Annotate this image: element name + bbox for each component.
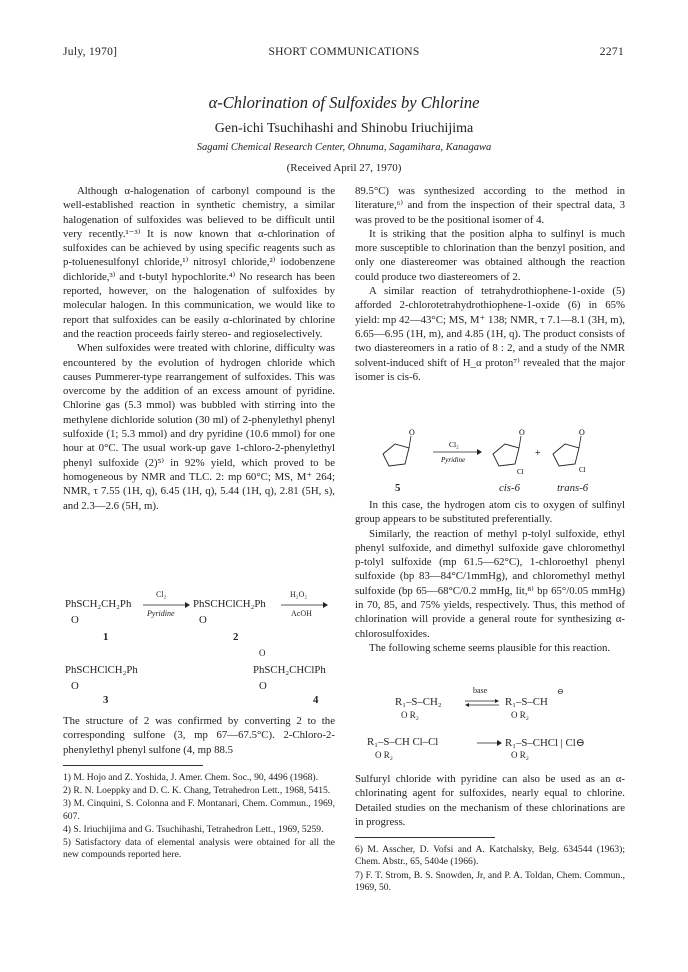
compound-1-formula: PhSCH₂CH₂Ph <box>65 598 132 610</box>
mechanism-scheme <box>365 686 625 768</box>
right-paragraph-6: The following scheme seems plausible for this reaction. <box>369 641 611 654</box>
right-paragraph-7: Sulfuryl chloride with pyridine can also be used as an α-chlorinating agent for sulfoxides, nearly equal to chlorine. Detailed studies on the mechanism of these chlorinations are in progress. <box>355 773 625 828</box>
reagent-pyridine-2: Pyridine <box>441 456 466 464</box>
compound-1-number: 1 <box>103 631 109 643</box>
page-number: 2271 <box>599 46 624 58</box>
reaction-arrow-2 <box>281 600 329 610</box>
carbanion-mark: ⊖ <box>557 687 564 696</box>
chlorine-cis6: Cl <box>517 468 524 476</box>
running-header-left: July, 1970] <box>63 46 118 58</box>
right-paragraph-3: A similar reaction of tetrahydrothiophene-1-oxide (5) afforded 2-chlorotetrahydrothiophene-1-oxide (6) in 65% yield: mp 42—43°C; MS, M⁺ 138; NMR, τ 7.1—8.1 (3H, m), 6.65—6.95 (1H, m), and 4.85 (1H, q). The product consists of two diastereomers in a ratio of 8 : 2, and a study of the NMR solvent-induced shift of H_α proton⁷⁾ revealed that the major isomer is cis-6. <box>355 285 625 383</box>
oxygen-cis6: O <box>519 428 525 437</box>
mech-line1-left-sub: O R₂ <box>401 710 419 720</box>
plus-sign: + <box>535 448 541 459</box>
reaction-scheme-1 <box>63 590 335 708</box>
mech-line2-right-sub: O R₂ <box>511 750 529 760</box>
mech-line1-right-sub: O R₂ <box>511 710 529 720</box>
left-column-continued <box>63 714 335 862</box>
article-title: α-Chlorination of Sulfoxides by Chlorine <box>208 93 480 112</box>
footnote-5: 5) Satisfactory data of elemental analysis were obtained for all the new compounds reported here. <box>63 836 335 861</box>
footnote-4: 4) S. Iriuchijima and G. Tsuchihashi, Tetrahedron Lett., 1969, 5259. <box>63 823 324 835</box>
reagent-h2o2: H₂O₂ <box>290 590 308 599</box>
reagent-pyridine: Pyridine <box>147 609 175 618</box>
compound-2-formula: PhSCHClCH₂Ph <box>193 598 266 610</box>
label-cis-6: cis-6 <box>499 482 520 494</box>
right-paragraph-4: In this case, the hydrogen atom cis to oxygen of sulfinyl group appears to be substituted preferentially. <box>355 499 625 526</box>
footnote-divider-right <box>355 837 495 838</box>
footnote-2: 2) R. N. Loeppky and D. C. K. Chang, Tetrahedron Lett., 1968, 5415. <box>63 785 331 797</box>
mech-base-label: base <box>473 686 488 695</box>
received-date: (Received April 27, 1970) <box>286 162 402 174</box>
left-paragraph-3: The structure of 2 was confirmed by converting 2 to the corresponding sulfone (3, mp 67—67.5°C). 2-Chloro-2-phenylethyl phenyl sulfone (4, mp 88.5 <box>63 715 335 756</box>
reagent-cl2: Cl₂ <box>156 590 167 599</box>
running-header-center: SHORT COMMUNICATIONS <box>268 46 420 58</box>
reaction-scheme-2 <box>365 426 615 482</box>
right-paragraph-5: Similarly, the reaction of methyl p-tolyl sulfoxide, ethyl phenyl sulfoxide, and dimethyl sulfoxide gave chloromethyl p-tolyl sulfoxide (mp 61.5—62°C), 1-chloroethyl phenyl sulfoxide (bp 83—84°C/1mmHg), and chloromethyl methyl sulfoxide (bp 65—68°C/0.2 mmHg, lit,⁸⁾ bp 65°/0.05 mmHg) in 70, 85, and 75% yields, respectively. Thus, this method of chlorination will provide a general route for synthesizing α-chlorosulfoxides. <box>355 527 625 640</box>
compound-2-oxygen: O <box>199 614 207 626</box>
ring-5-icon <box>383 444 409 466</box>
reagent-cl2-2: Cl₂ <box>449 440 459 449</box>
mech-line2-left: R₁–S–CH Cl–Cl <box>367 736 439 748</box>
footnotes-right <box>355 844 625 894</box>
right-paragraph-1: 89.5°C) was synthesized according to the method in literature,⁶⁾ and from the inspection of their spectral data, 3 was proved to be the positional isomer of 4. <box>355 185 625 226</box>
article-authors: Gen-ichi Tsuchihashi and Shinobu Iriuchijima <box>214 121 474 136</box>
left-column <box>63 184 335 513</box>
scheme-2-labels <box>365 482 625 496</box>
compound-4-formula: PhSCH₂CHClPh <box>253 664 326 676</box>
compound-2-number: 2 <box>233 631 239 643</box>
footnote-6: 6) M. Asscher, D. Vofsi and A. Katchalsky, Belg. 634544 (1963); Chem. Abstr., 65, 5404e (1966). <box>355 844 625 868</box>
so-bond-5 <box>409 436 411 448</box>
right-column-middle <box>355 498 625 655</box>
right-column <box>355 184 625 384</box>
reaction-arrow-4 <box>477 738 503 748</box>
compound-4-oxygen-bottom: O <box>259 680 267 692</box>
reagent-acoh: AcOH <box>291 609 312 618</box>
right-column-bottom <box>355 772 625 895</box>
reaction-arrow-1 <box>143 600 191 610</box>
right-paragraph-2: It is striking that the position alpha to sulfinyl is much more susceptible to chlorination than the benzyl position, and only one diastereomer was obtained although the reaction could produce two diastereomers of 2. <box>355 227 625 283</box>
equilibrium-arrow <box>465 698 499 708</box>
footnote-1: 1) M. Hojo and Z. Yoshida, J. Amer. Chem. Soc., 90, 4496 (1968). <box>63 771 319 783</box>
footnotes-left <box>63 772 335 861</box>
footnote-3: 3) M. Cinquini, S. Colonna and F. Montanari, Chem. Commun., 1969, 607. <box>63 798 335 822</box>
oxygen-5: O <box>409 428 415 437</box>
compound-4-oxygen-top: O <box>259 648 266 658</box>
label-trans-6: trans-6 <box>557 482 589 494</box>
ring-cis6-icon <box>493 444 519 466</box>
left-paragraph-2: When sulfoxides were treated with chlorine, difficulty was encountered by the evolution of hydrogen chloride which causes Pummerer-type rearrangement of sulfoxides. This was overcome by the addition of an excess amount of pyridine. Chlorine gas (5.3 mmol) was bubbled with stirring into the methylene dichloride solution (30 ml) of 2-phenylethyl phenyl sulfoxide (1; 5.3 mmol) and dry pyridine (10.6 mmol) for one hour at 0°C. The usual work-up gave 1-chloro-2-phenylethyl phenyl sulfoxide (2)⁵⁾ in 92% yield, which proved to be homogeneous by NMR and TLC. 2: mp 60°C; MS, M⁺ 264; NMR, τ 7.55 (1H, q), 6.45 (1H, q), 5.44 (1H, q), 2.81 (5H, s), and 2.3—2.6 (5H, m). <box>63 342 335 512</box>
compound-4-number: 4 <box>313 694 319 706</box>
left-paragraph-1: Although α-halogenation of carbonyl compound is the well-established reaction in synthetic chemistry, a similar halogenation of sulfoxides was believed to be difficult until very recently.¹⁻³⁾ It is now known that α-chlorination of sulfoxides can be achieved by using specific reagents such as p-toluenesulfonyl chloride,¹⁾ nitrosyl chloride,²⁾ iodobenzene dichloride,³⁾ and t-butyl hypochlorite.⁴⁾ No research has been reported, however, on the halogenation of sulfoxides by molecular halogen. In this communication, we would like to report that sulfoxides can be easily α-chlorinated by chlorine and the reaction proceeds fairly stereo- and regioselectively. <box>63 185 335 340</box>
oxygen-trans6: O <box>579 428 585 437</box>
mech-line1-right: R₁–S–CH <box>505 696 548 708</box>
footnote-7: 7) F. T. Strom, B. S. Snowden, Jr, and P. A. Toldan, Chem. Commun., 1969, 50. <box>355 869 625 893</box>
chlorine-trans6: Cl <box>579 466 586 474</box>
article-affiliation: Sagami Chemical Research Center, Ohnuma, Sagamihara, Kanagawa <box>196 142 492 153</box>
ring-trans6-icon <box>553 444 579 466</box>
mech-line1-left: R₁–S–CH₂ <box>395 696 442 708</box>
compound-3-number: 3 <box>103 694 109 706</box>
mech-line2-left-sub: O R₂ <box>375 750 393 760</box>
compound-3-oxygen: O <box>71 680 79 692</box>
compound-3-formula: PhSCHClCH₂Ph <box>65 664 138 676</box>
footnote-divider-left <box>63 765 203 766</box>
mech-line2-right: R₁–S–CHCl | Cl⊖ <box>505 737 585 749</box>
label-compound-5: 5 <box>395 482 401 494</box>
compound-1-oxygen: O <box>71 614 79 626</box>
